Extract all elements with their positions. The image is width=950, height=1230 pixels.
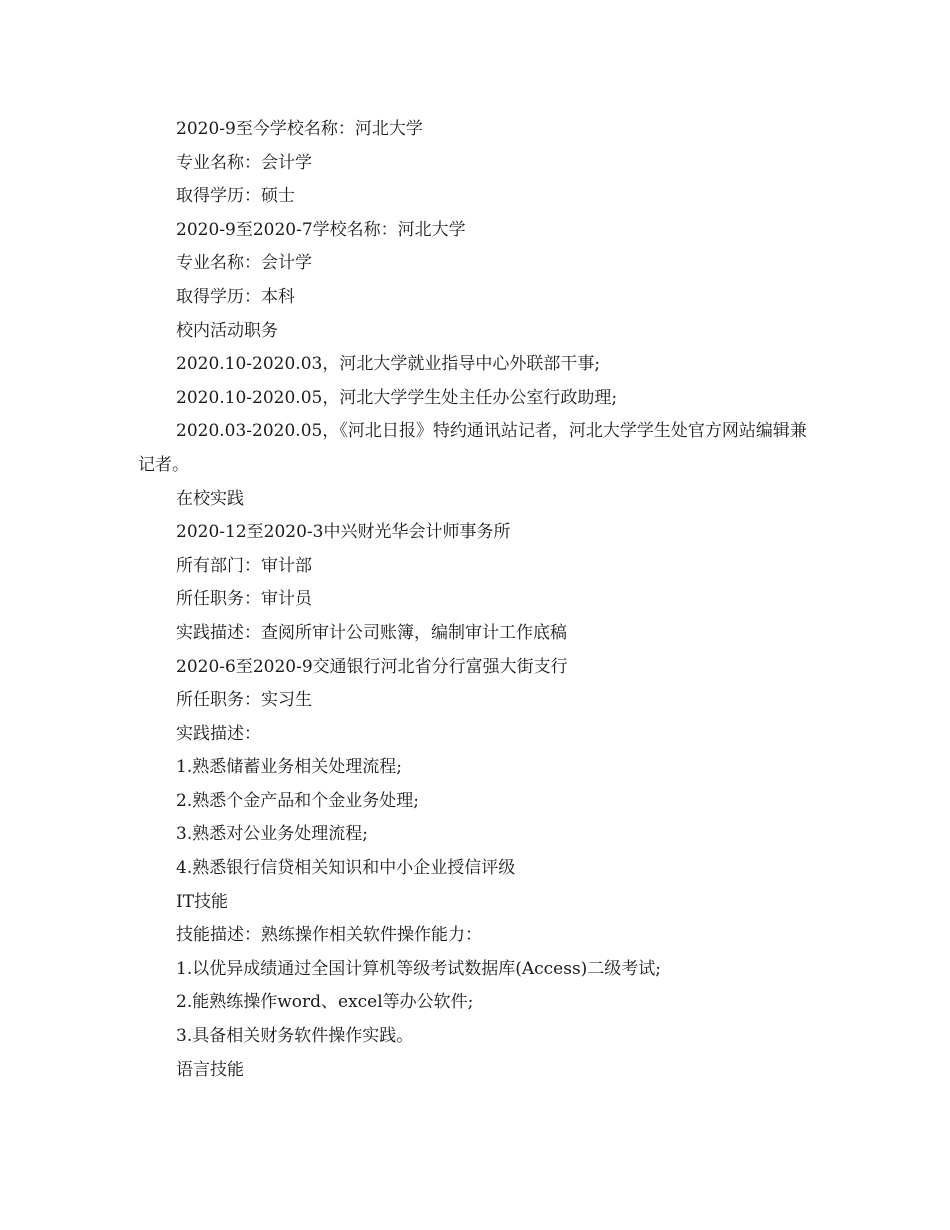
- practice-1-position: 所任职务：审计员: [176, 589, 312, 610]
- education-entry-1-major: 专业名称：会计学: [176, 152, 312, 173]
- section-heading-it-skills: IT技能: [176, 891, 229, 912]
- practice-2-period: 2020-6至2020-9交通银行河北省分行富强大街支行: [176, 656, 568, 677]
- education-entry-2-major: 专业名称：会计学: [176, 253, 312, 274]
- practice-2-item-3: 3.熟悉对公业务处理流程;: [176, 824, 368, 845]
- practice-2-item-2: 2.熟悉个金产品和个金业务处理;: [176, 790, 419, 811]
- practice-2-description-label: 实践描述：: [176, 723, 261, 744]
- education-entry-2-degree: 取得学历：本科: [176, 286, 295, 307]
- practice-1-description: 实践描述：查阅所审计公司账簿，编制审计工作底稿: [176, 622, 567, 643]
- practice-1-period: 2020-12至2020-3中兴财光华会计师事务所: [176, 522, 511, 543]
- campus-role-2: 2020.10-2020.05，河北大学学生处主任办公室行政助理;: [176, 387, 618, 408]
- section-heading-practice: 在校实践: [176, 488, 244, 509]
- practice-1-department: 所有部门：审计部: [176, 555, 312, 576]
- practice-2-position: 所任职务：实习生: [176, 690, 312, 711]
- practice-2-item-4: 4.熟悉银行信贷相关知识和中小企业授信评级: [176, 858, 516, 879]
- education-entry-1-degree: 取得学历：硕士: [176, 186, 295, 207]
- resume-body: [138, 113, 818, 1087]
- campus-role-3: 2020.03-2020.05，《河北日报》特约通讯站记者，河北大学学生处官方网站编辑兼记者。: [138, 421, 807, 475]
- it-skill-3: 3.具备相关财务软件操作实践。: [176, 1026, 414, 1047]
- it-skill-1: 1.以优异成绩通过全国计算机等级考试数据库(Access)二级考试;: [176, 958, 662, 979]
- section-heading-campus-roles: 校内活动职务: [176, 320, 278, 341]
- education-entry-1-period: 2020-9至今学校名称：河北大学: [176, 119, 423, 139]
- it-skill-2: 2.能熟练操作word、excel等办公软件;: [176, 992, 474, 1013]
- campus-role-1: 2020.10-2020.03，河北大学就业指导中心外联部干事;: [176, 354, 601, 375]
- practice-2-item-1: 1.熟悉储蓄业务相关处理流程;: [176, 757, 402, 778]
- education-entry-2-period: 2020-9至2020-7学校名称：河北大学: [176, 219, 466, 240]
- section-heading-language-skills: 语言技能: [176, 1059, 244, 1080]
- it-skills-description: 技能描述：熟练操作相关软件操作能力：: [176, 925, 482, 946]
